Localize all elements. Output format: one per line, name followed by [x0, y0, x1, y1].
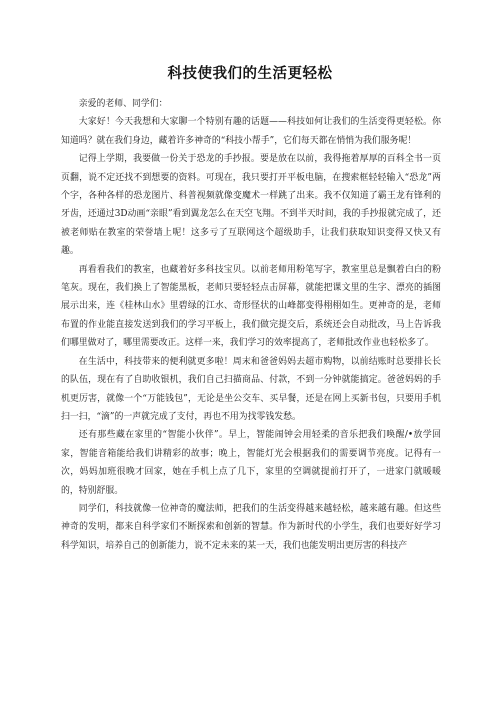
paragraph-classroom: 再看看我们的教室，也藏着好多科技宝贝。以前老师用粉笔写字，教室里总是飘着白白的粉笔灰。现在，我们换上了智能黑板，老师只要轻轻点击屏幕，就能把课文里的生字、漂亮的插图展示出来，连《桂林山水》里碧绿的江水、奇形怪状的山峰都变得栩栩如生。更神奇的是，老师布置的作业能直接发送到我们的学习平板上，我们做完提交后，系统还会自动批改，马上告诉我们哪里做对了，哪里需要改正。这样一来，我们学习的效率提高了，老师批改作业也轻松多了。 [61, 264, 441, 349]
paragraph-conclusion: 同学们，科技就像一位神奇的魔法师，把我们的生活变得越来越轻松，越来越有趣。但这些神奇的发明，都来自科学家们不断探索和创新的智慧。作为新时代的小学生，我们也要好好学习科学知识，培养自己的创新能力，说不定未来的某一天，我们也能发明出更厉害的科技产 [61, 503, 441, 551]
paragraph-smart-home: 还有那些藏在家里的“智能小伙伴”。早上，智能闹钟会用轻柔的音乐把我们唤醒/•放学回家，智能音箱能给我们讲精彩的故事；晚上，智能灯光会根据我们的需要调节亮度。记得有一次，妈妈加班很晚才回家，她在手机上点了几下，家里的空调就提前打开了，一进家门就暖暖的，特别舒服。 [61, 430, 441, 496]
paragraph-daily-life: 在生活中，科技带来的便利就更多啦！周末和爸爸妈妈去超市购物，以前结账时总要排长长的队伍，现在有了自助收银机，我们自己扫描商品、付款，不到一分钟就能搞定。爸爸妈妈的手机更厉害，就像一个“万能钱包”，无论是坐公交车、买早餐，还是在网上买新书包，只要用手机扫一扫，“滴”的一声就完成了支付，再也不用为找零钱发愁。 [61, 356, 441, 422]
paragraph-dinosaur-report: 记得上学期，我要做一份关于恐龙的手抄报。要是放在以前，我得拖着厚厚的百科全书一页页翻，说不定还找不到想要的资料。可现在，我只要打开平板电脑，在搜索框轻轻输入“恐龙”两个字，各种各样的恐龙图片、科普视频就像变魔术一样跳了出来。我不仅知道了霸王龙有锋利的牙齿，还通过3D动画“亲眼”看到翼龙怎么在天空飞翔。不到半天时间，我的手抄报就完成了，还被老师贴在教室的荣誉墙上呢！这多亏了互联网这个超级助手，让我们获取知识变得又快又有趣。 [61, 154, 441, 257]
document-body [61, 95, 441, 555]
greeting-line: 亲爱的老师、同学们： [78, 99, 168, 109]
paragraph-intro: 大家好！今天我想和大家聊一个特别有趣的话题——科技如何让我们的生活变得更轻松。你知道吗？就在我们身边，藏着许多神奇的“科技小帮手”，它们每天都在悄悄为我们服务呢！ [61, 117, 441, 146]
page-title: 科技使我们的生活更轻松 [167, 66, 333, 82]
